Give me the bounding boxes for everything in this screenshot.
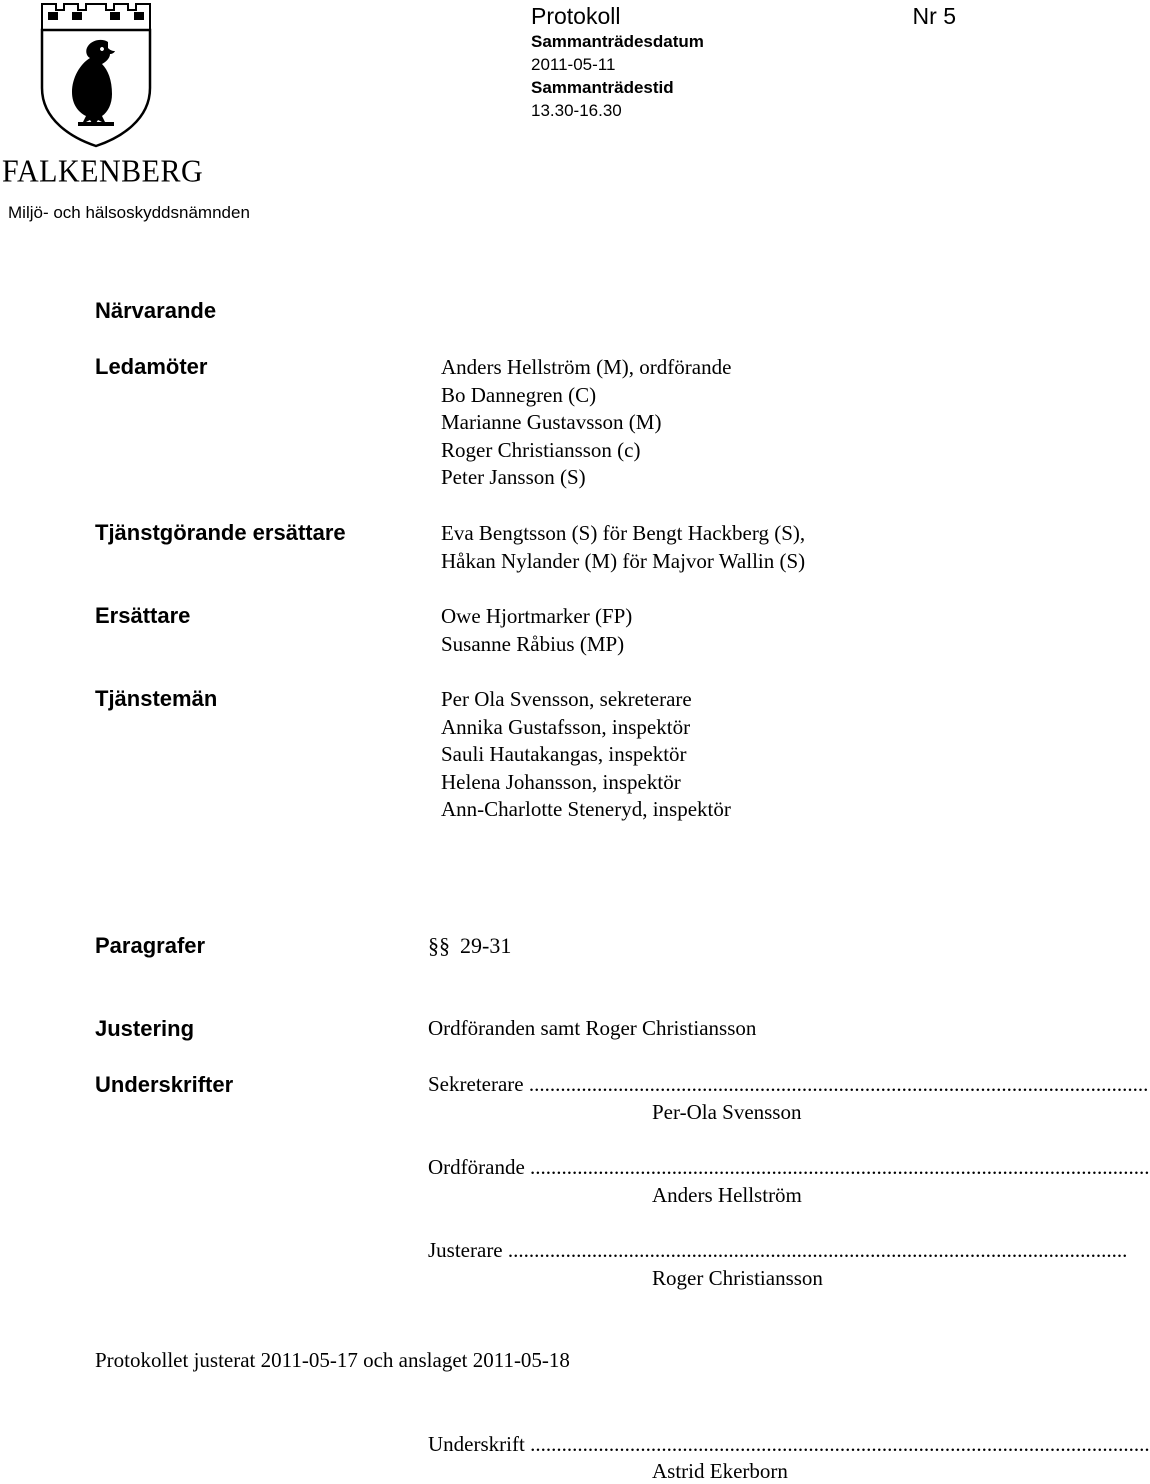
signature-line-chair: [428, 1155, 1150, 1180]
officials-label: Tjänstemän: [95, 686, 218, 711]
document-type: Protokoll: [531, 3, 621, 29]
official-entry: Per Ola Svensson, sekreterare: [441, 687, 692, 711]
adjustment-value: Ordföranden samt Roger Christiansson: [428, 1016, 757, 1040]
signature-role: Sekreterare: [428, 1072, 529, 1096]
signature-line-adjuster: [428, 1238, 1128, 1263]
member-entry: Anders Hellström (M), ordförande: [441, 355, 732, 379]
attendance-heading: Närvarande: [95, 298, 217, 323]
substitutes-label: Ersättare: [95, 603, 191, 628]
member-entry: Peter Jansson (S): [441, 465, 586, 490]
serving-substitute-entry: Eva Bengtsson (S) för Bengt Hackberg (S),: [441, 521, 806, 545]
signature-name-secretary: Per-Ola Svensson: [652, 1100, 802, 1124]
official-entry: Helena Johansson, inspektör: [441, 769, 681, 794]
substitute-entry: Owe Hjortmarker (FP): [441, 604, 633, 628]
municipality-wordmark: FALKENBERG: [2, 154, 204, 189]
meeting-time-label: Sammanträdestid: [531, 78, 674, 97]
adjusted-posted-statement: Protokollet justerat 2011-05-17 och anslaget 2011-05-18: [95, 1348, 570, 1372]
serving-substitutes-label: Tjänstgörande ersättare: [95, 520, 346, 545]
signature-role: Underskrift: [428, 1432, 531, 1456]
official-entry: Annika Gustafsson, inspektör: [441, 714, 691, 739]
adjustment-label: Justering: [95, 1016, 195, 1041]
falkenberg-crest-logo: [38, 0, 154, 148]
section-sign: §§: [428, 933, 450, 958]
officials-list: [441, 686, 731, 824]
paragraphs-label: Paragrafer: [95, 933, 206, 958]
substitute-entry: Susanne Råbius (MP): [441, 631, 625, 656]
signature-dots: ......................................................................................................................: [528, 1072, 1149, 1096]
signature-dots: ......................................................................................................................: [530, 1155, 1150, 1179]
signature-name-posting: Astrid Ekerborn: [652, 1459, 788, 1483]
members-label: Ledamöter: [95, 354, 208, 379]
member-entry: Marianne Gustavsson (M): [441, 410, 662, 435]
signature-line-posting: [428, 1432, 1150, 1457]
serving-substitute-entry: Håkan Nylander (M) för Majvor Wallin (S): [441, 548, 806, 573]
meeting-date: 2011-05-11: [531, 55, 616, 74]
signature-role: Justerare: [428, 1238, 508, 1262]
document-number: Nr 5: [912, 3, 956, 29]
paragraphs-range: 29-31: [460, 933, 512, 958]
signature-name-chair: Anders Hellström: [652, 1183, 802, 1207]
meeting-time: 13.30-16.30: [531, 101, 622, 120]
members-list: [441, 354, 731, 492]
member-entry: Bo Dannegren (C): [441, 382, 597, 407]
signatures-label: Underskrifter: [95, 1072, 234, 1097]
substitutes-list: [441, 603, 632, 658]
signature-dots: ......................................................................................................................: [507, 1238, 1128, 1262]
signature-name-adjuster: Roger Christiansson: [652, 1266, 823, 1290]
signature-role: Ordförande: [428, 1155, 531, 1179]
serving-substitutes-list: [441, 520, 805, 575]
official-entry: Ann-Charlotte Steneryd, inspektör: [441, 797, 731, 822]
signature-line-secretary: [428, 1072, 1149, 1097]
meeting-date-label: Sammanträdesdatum: [531, 32, 704, 51]
signature-dots: ......................................................................................................................: [530, 1432, 1150, 1456]
official-entry: Sauli Hautakangas, inspektör: [441, 742, 687, 767]
member-entry: Roger Christiansson (c): [441, 437, 641, 462]
department-name: Miljö- och hälsoskyddsnämnden: [8, 203, 250, 222]
